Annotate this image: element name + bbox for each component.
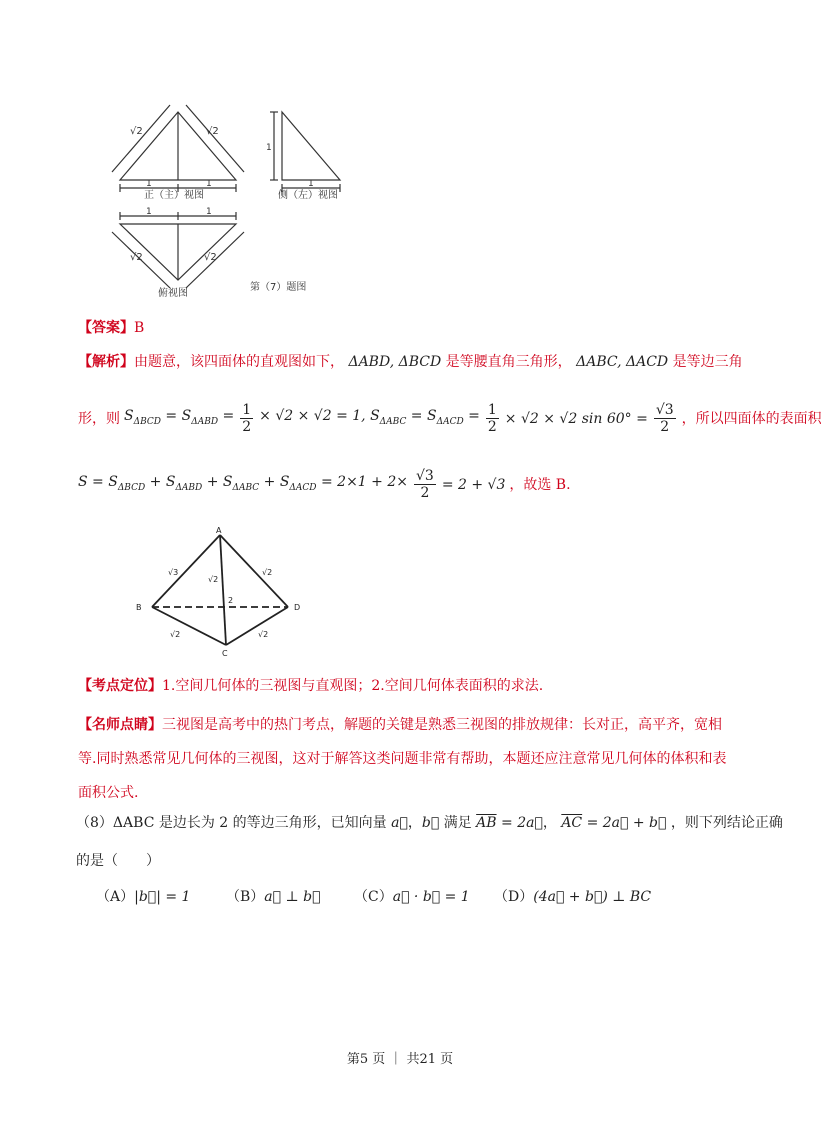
top-dim-1b: 1 xyxy=(206,207,212,217)
analysis-line-1 xyxy=(78,352,758,372)
mingshi-block xyxy=(78,708,768,810)
edge-BD-label: 2 xyxy=(228,596,234,605)
formula-total: $S = S_{\Delta BCD} + S_{\Delta ABD} + S_{\Delta ABC} + S_{\Delta ACD} = 2\times 1 + 2\times$ xyxy=(78,473,408,493)
formula-area-1: $S_{\Delta BCD} = S_{\Delta ABD}$ = xyxy=(124,407,235,427)
option-A-label: （A） xyxy=(96,889,135,905)
page-footer xyxy=(0,1048,800,1067)
kaodian-label: 【考点定位】 xyxy=(78,678,162,694)
option-D-label: （D） xyxy=(494,889,534,905)
mingshi-line-1 xyxy=(78,708,768,742)
option-B-label: （B） xyxy=(226,889,265,905)
q8-cond-2: $\overline{AC}$ = 2a⃗ + b⃗ xyxy=(561,815,667,831)
analysis-line2-end: ，所以四面体的表面积 xyxy=(681,410,822,427)
side-view xyxy=(270,112,340,192)
question8-line-2 xyxy=(76,850,160,870)
edge-BC-label: √2 xyxy=(170,630,181,639)
analysis-text-1: 由题意，该四面体的直观图如下， xyxy=(134,354,344,370)
top-view xyxy=(112,212,244,288)
top-dim-1a: 1 xyxy=(146,207,152,217)
edge-AB-label: √3 xyxy=(168,568,179,577)
answer-line xyxy=(78,318,144,338)
vertex-D: D xyxy=(294,603,301,612)
three-view-figure xyxy=(100,100,360,300)
q8-cond-1: $\overline{AB}$ = 2a⃗ xyxy=(476,815,543,831)
front-sqrt2-left: √2 xyxy=(130,126,143,137)
answer-value: B xyxy=(134,320,145,336)
vertex-A: A xyxy=(216,526,222,535)
option-C-label: （C） xyxy=(354,889,393,905)
option-B-expr: a⃗ ⊥ b⃗ xyxy=(264,889,321,905)
option-B[interactable] xyxy=(226,886,320,906)
front-dim-1a: 1 xyxy=(146,179,152,189)
q8-text-4: 的是（ ） xyxy=(76,853,160,869)
option-D-expr: (4a⃗ + b⃗) ⊥ BC xyxy=(533,889,652,905)
front-sqrt2-right: √2 xyxy=(206,126,219,137)
mingshi-label: 【名师点睛】 xyxy=(78,717,162,733)
vec-a: a⃗ xyxy=(391,815,408,831)
analysis-line3-end: ，故选 B. xyxy=(509,476,571,493)
vertex-B: B xyxy=(136,603,142,612)
front-view xyxy=(112,105,244,192)
question8-line-1: （8）ΔABC 是边长为 2 的等边三角形，已知向量 a⃗，b⃗ 满足 $\overline{AB}$ = 2a⃗， $\overline{AC}$ = 2a⃗ + b⃗ ，则下列结论正确 xyxy=(76,815,783,831)
kaodian-text: 1.空间几何体的三视图与直观图；2.空间几何体表面积的求法. xyxy=(162,678,544,694)
formula-area-2: × √2 × √2 sin 60° = xyxy=(504,410,648,427)
page-number: 第5 页 ｜ 共21 页 xyxy=(346,1052,454,1067)
frac-sqrt3-2b: $\frac{√3}{2}$ xyxy=(415,468,434,501)
mingshi-text-1: 三视图是高考中的热门考点，解题的关键是熟悉三视图的排放规律：长对正，高平齐，宽相 xyxy=(162,717,722,733)
option-A[interactable] xyxy=(96,886,190,906)
top-view-caption: 俯视图 xyxy=(158,288,188,299)
q8-text-2: 满足 xyxy=(443,815,472,831)
mingshi-line-3: 面积公式. xyxy=(78,785,139,801)
option-C[interactable] xyxy=(354,886,470,906)
front-view-caption: 正（主）视图 xyxy=(144,190,204,201)
top-sqrt2-right: √2 xyxy=(204,252,217,263)
option-C-expr: a⃗ · b⃗ = 1 xyxy=(392,889,470,905)
vertex-C: C xyxy=(222,649,228,658)
top-sqrt2-left: √2 xyxy=(130,252,143,263)
side-dim-1a: 1 xyxy=(266,143,272,153)
side-view-caption: 侧（左）视图 xyxy=(278,190,338,201)
formula-total-result: = 2 + √3 xyxy=(441,476,506,493)
option-A-expr: |b⃗| = 1 xyxy=(134,889,191,905)
edge-AD-label: √2 xyxy=(262,568,273,577)
analysis-text-3: 是等边三角 xyxy=(672,354,743,370)
analysis-line-2 xyxy=(78,402,822,435)
q8-num: （8） xyxy=(76,815,113,831)
kaodian-line xyxy=(78,676,778,696)
edge-CD-label: √2 xyxy=(258,630,269,639)
problem-caption: 第（7）题图 xyxy=(250,282,307,293)
analysis-text-2: 是等腰直角三角形， xyxy=(445,354,572,370)
tetrahedron-figure xyxy=(130,525,320,660)
answer-label: 【答案】 xyxy=(78,320,134,336)
edge-AC-label: √2 xyxy=(208,575,219,584)
vec-b: b⃗ xyxy=(421,815,440,831)
formula-area-1b: × √2 × √2 = 1, $S_{\Delta ABC} = S_{\Delta ACD}$ = xyxy=(259,407,480,427)
q8-text-1: ΔABC 是边长为 2 的等边三角形，已知向量 xyxy=(112,815,387,831)
option-D[interactable] xyxy=(494,886,651,906)
analysis-line2-start: 形，则 xyxy=(78,410,120,427)
q8-text-3: ，则下列结论正确 xyxy=(670,815,783,831)
side-dim-1b: 1 xyxy=(308,179,314,189)
analysis-label: 【解析】 xyxy=(78,354,134,370)
frac-half-2: $\frac{1}{2}$ xyxy=(487,402,497,435)
analysis-math-2: ΔABC, ΔACD xyxy=(576,354,669,370)
frac-half-1: $\frac{1}{2}$ xyxy=(242,402,252,435)
front-dim-1b: 1 xyxy=(206,179,212,189)
analysis-math-1: ΔABD, ΔBCD xyxy=(348,354,442,370)
mingshi-line-2: 等.同时熟悉常见几何体的三视图，这对于解答这类问题非常有帮助，本题还应注意常见几何体的体积和表 xyxy=(78,751,727,767)
frac-sqrt3-2: $\frac{√3}{2}$ xyxy=(655,402,674,435)
analysis-line-3 xyxy=(78,468,778,501)
